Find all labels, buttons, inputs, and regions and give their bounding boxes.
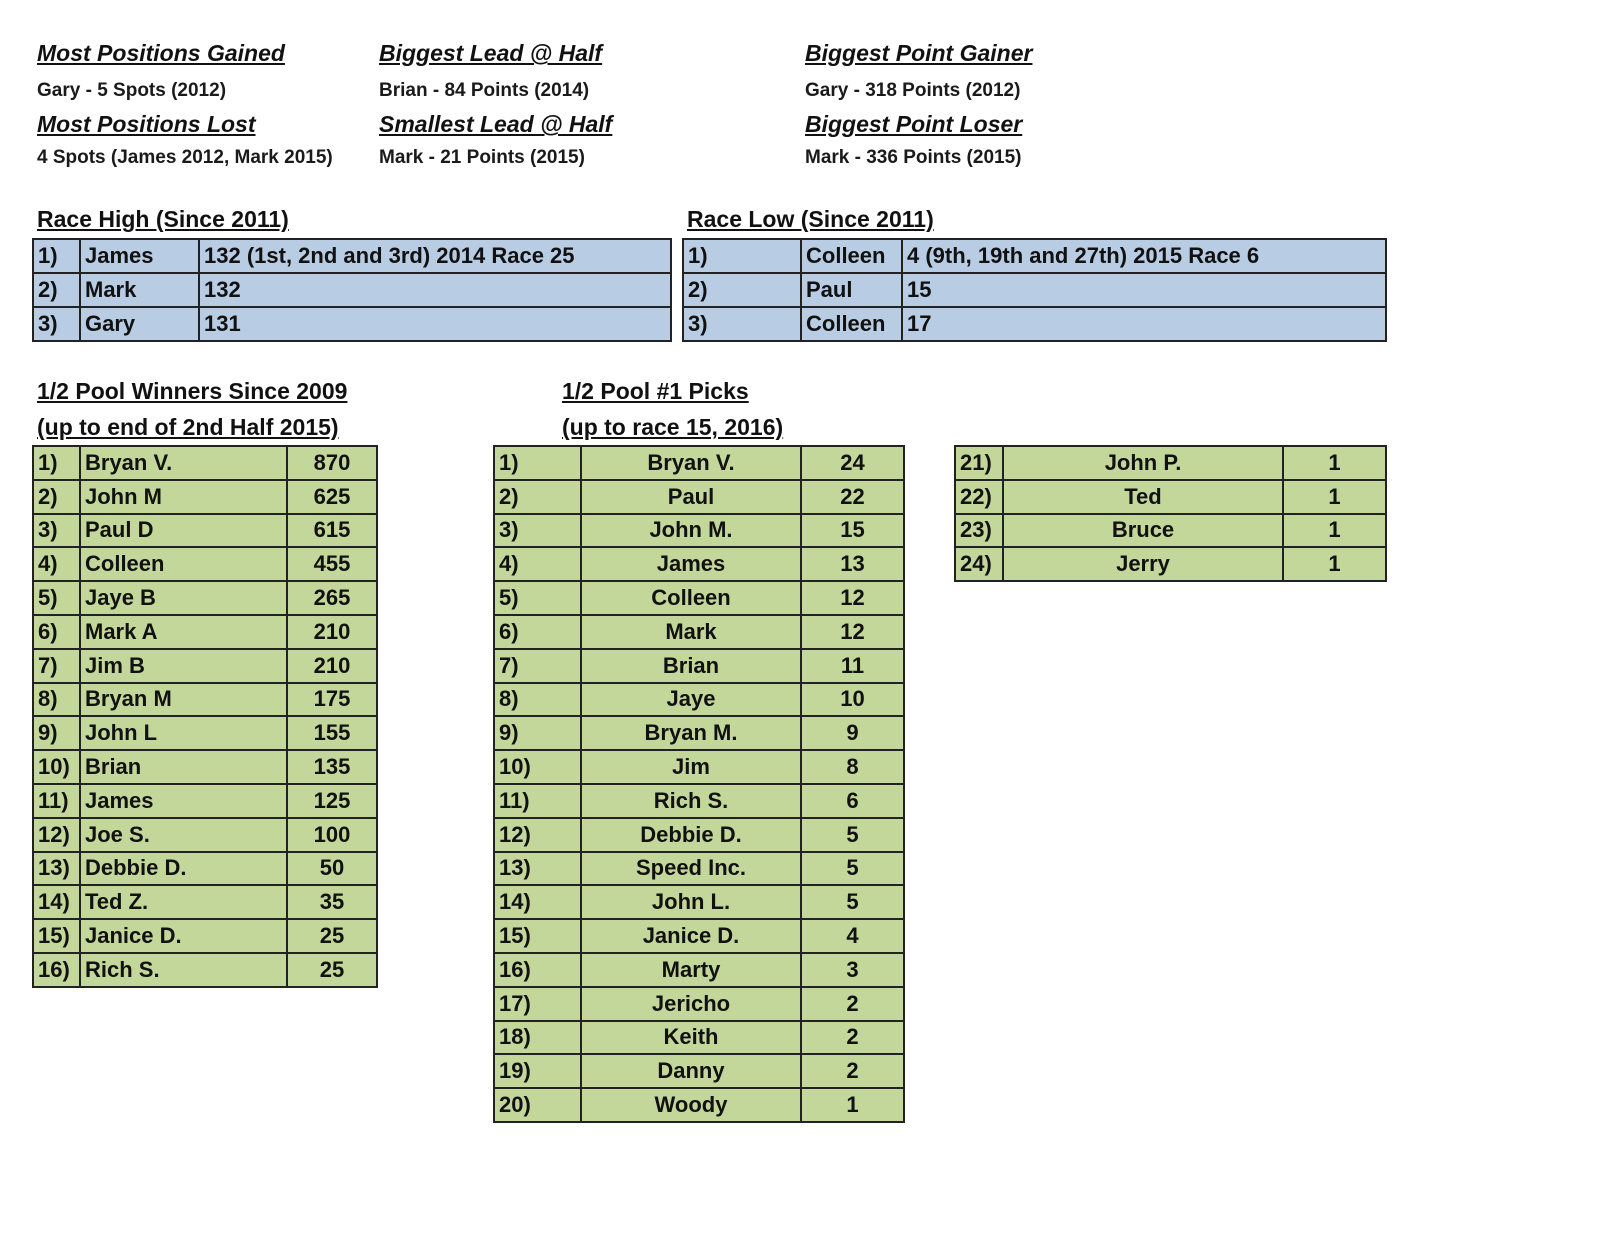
table-row: [494, 514, 904, 548]
name-cell: Woody: [581, 1088, 801, 1122]
table-row: [494, 852, 904, 886]
pool-picks-subtitle: (up to race 15, 2016): [562, 414, 784, 440]
rank-cell: 3): [683, 307, 801, 341]
table-row: [955, 547, 1386, 581]
value-cell: 35: [287, 885, 377, 919]
name-cell: Jaye: [581, 683, 801, 717]
rank-cell: 24): [955, 547, 1003, 581]
name-cell: John L.: [581, 885, 801, 919]
name-cell: John M.: [581, 514, 801, 548]
pool-winners-subtitle: (up to end of 2nd Half 2015): [37, 414, 339, 440]
table-row: [33, 852, 377, 886]
table-row: [33, 885, 377, 919]
rank-cell: 2): [33, 273, 80, 307]
rank-cell: 3): [33, 514, 80, 548]
name-cell: Paul: [801, 273, 902, 307]
rank-cell: 5): [494, 581, 581, 615]
table-row: [494, 581, 904, 615]
rank-cell: 9): [33, 716, 80, 750]
value-cell: 8: [801, 750, 904, 784]
name-cell: Colleen: [801, 239, 902, 273]
rank-cell: 13): [494, 852, 581, 886]
name-cell: Colleen: [80, 547, 287, 581]
value-cell: 4 (9th, 19th and 27th) 2015 Race 6: [902, 239, 1386, 273]
rank-cell: 15): [494, 919, 581, 953]
rank-cell: 9): [494, 716, 581, 750]
table-row: [33, 547, 377, 581]
value-cell: 175: [287, 683, 377, 717]
rank-cell: 19): [494, 1054, 581, 1088]
value-cell: 455: [287, 547, 377, 581]
value-cell: 17: [902, 307, 1386, 341]
table-row: [494, 953, 904, 987]
value-cell: 25: [287, 919, 377, 953]
value-cell: 15: [801, 514, 904, 548]
value-cell: 210: [287, 649, 377, 683]
value-cell: 100: [287, 818, 377, 852]
name-cell: Jerry: [1003, 547, 1283, 581]
value-cell: 132: [199, 273, 671, 307]
value-cell: 9: [801, 716, 904, 750]
most-positions-lost-value: 4 Spots (James 2012, Mark 2015): [37, 147, 333, 168]
table-row: [33, 716, 377, 750]
most-positions-lost-heading: Most Positions Lost: [37, 111, 256, 137]
name-cell: James: [80, 239, 199, 273]
value-cell: 5: [801, 885, 904, 919]
table-row: [955, 514, 1386, 548]
pool-picks-table: [493, 445, 905, 1123]
name-cell: Janice D.: [80, 919, 287, 953]
name-cell: Mark: [80, 273, 199, 307]
biggest-lead-half-value: Brian - 84 Points (2014): [379, 80, 590, 101]
table-row: [33, 581, 377, 615]
rank-cell: 2): [33, 480, 80, 514]
name-cell: Janice D.: [581, 919, 801, 953]
table-row: [494, 1021, 904, 1055]
table-row: [33, 273, 671, 307]
rank-cell: 12): [494, 818, 581, 852]
table-row: [494, 1088, 904, 1122]
value-cell: 2: [801, 1054, 904, 1088]
rank-cell: 8): [33, 683, 80, 717]
rank-cell: 10): [494, 750, 581, 784]
value-cell: 22: [801, 480, 904, 514]
rank-cell: 6): [494, 615, 581, 649]
name-cell: John P.: [1003, 446, 1283, 480]
value-cell: 625: [287, 480, 377, 514]
value-cell: 2: [801, 1021, 904, 1055]
value-cell: 5: [801, 818, 904, 852]
name-cell: John M: [80, 480, 287, 514]
table-row: [33, 953, 377, 987]
smallest-lead-half-heading: Smallest Lead @ Half: [379, 111, 613, 137]
table-row: [494, 716, 904, 750]
rank-cell: 18): [494, 1021, 581, 1055]
name-cell: Mark: [581, 615, 801, 649]
rank-cell: 1): [33, 446, 80, 480]
name-cell: Jaye B: [80, 581, 287, 615]
biggest-point-gainer-heading: Biggest Point Gainer: [805, 40, 1033, 66]
name-cell: Gary: [80, 307, 199, 341]
table-row: [33, 514, 377, 548]
rank-cell: 2): [494, 480, 581, 514]
value-cell: 135: [287, 750, 377, 784]
rank-cell: 11): [33, 784, 80, 818]
name-cell: Colleen: [801, 307, 902, 341]
biggest-point-loser-value: Mark - 336 Points (2015): [805, 147, 1022, 168]
name-cell: Bryan V.: [80, 446, 287, 480]
table-row: [494, 547, 904, 581]
value-cell: 25: [287, 953, 377, 987]
table-row: [683, 307, 1386, 341]
rank-cell: 10): [33, 750, 80, 784]
biggest-point-loser-heading: Biggest Point Loser: [805, 111, 1023, 137]
name-cell: Bryan M.: [581, 716, 801, 750]
table-row: [494, 683, 904, 717]
biggest-lead-half-heading: Biggest Lead @ Half: [379, 40, 603, 66]
name-cell: Keith: [581, 1021, 801, 1055]
table-row: [33, 919, 377, 953]
table-row: [494, 446, 904, 480]
name-cell: Paul: [581, 480, 801, 514]
race-high-title: Race High (Since 2011): [37, 206, 289, 232]
rank-cell: 2): [683, 273, 801, 307]
name-cell: Colleen: [581, 581, 801, 615]
table-row: [955, 480, 1386, 514]
rank-cell: 1): [494, 446, 581, 480]
value-cell: 125: [287, 784, 377, 818]
rank-cell: 3): [33, 307, 80, 341]
smallest-lead-half-value: Mark - 21 Points (2015): [379, 147, 585, 168]
table-row: [33, 818, 377, 852]
biggest-point-gainer-value: Gary - 318 Points (2012): [805, 80, 1021, 101]
name-cell: James: [581, 547, 801, 581]
table-row: [33, 480, 377, 514]
name-cell: Speed Inc.: [581, 852, 801, 886]
table-row: [494, 784, 904, 818]
rank-cell: 7): [494, 649, 581, 683]
table-row: [494, 750, 904, 784]
rank-cell: 4): [494, 547, 581, 581]
value-cell: 5: [801, 852, 904, 886]
rank-cell: 16): [494, 953, 581, 987]
table-row: [33, 750, 377, 784]
value-cell: 13: [801, 547, 904, 581]
value-cell: 1: [1283, 547, 1386, 581]
rank-cell: 21): [955, 446, 1003, 480]
table-row: [494, 919, 904, 953]
rank-cell: 22): [955, 480, 1003, 514]
rank-cell: 17): [494, 987, 581, 1021]
rank-cell: 11): [494, 784, 581, 818]
pool-picks-table-continued: [954, 445, 1387, 582]
value-cell: 2: [801, 987, 904, 1021]
rank-cell: 1): [33, 239, 80, 273]
table-row: [494, 987, 904, 1021]
value-cell: 3: [801, 953, 904, 987]
value-cell: 155: [287, 716, 377, 750]
table-row: [33, 649, 377, 683]
rank-cell: 20): [494, 1088, 581, 1122]
name-cell: James: [80, 784, 287, 818]
rank-cell: 6): [33, 615, 80, 649]
name-cell: Rich S.: [80, 953, 287, 987]
table-row: [33, 446, 377, 480]
rank-cell: 5): [33, 581, 80, 615]
table-row: [494, 480, 904, 514]
most-positions-gained-value: Gary - 5 Spots (2012): [37, 80, 227, 101]
name-cell: Bruce: [1003, 514, 1283, 548]
name-cell: Bryan M: [80, 683, 287, 717]
name-cell: Marty: [581, 953, 801, 987]
name-cell: Brian: [80, 750, 287, 784]
value-cell: 132 (1st, 2nd and 3rd) 2014 Race 25: [199, 239, 671, 273]
name-cell: Joe S.: [80, 818, 287, 852]
name-cell: John L: [80, 716, 287, 750]
table-row: [33, 615, 377, 649]
table-row: [33, 307, 671, 341]
name-cell: Brian: [581, 649, 801, 683]
rank-cell: 3): [494, 514, 581, 548]
name-cell: Paul D: [80, 514, 287, 548]
table-row: [33, 683, 377, 717]
value-cell: 265: [287, 581, 377, 615]
table-row: [33, 784, 377, 818]
value-cell: 1: [1283, 514, 1386, 548]
pool-picks-title: 1/2 Pool #1 Picks: [562, 378, 749, 404]
name-cell: Jim B: [80, 649, 287, 683]
rank-cell: 23): [955, 514, 1003, 548]
name-cell: Bryan V.: [581, 446, 801, 480]
value-cell: 12: [801, 615, 904, 649]
table-row: [955, 446, 1386, 480]
rank-cell: 14): [33, 885, 80, 919]
table-row: [494, 885, 904, 919]
name-cell: Ted Z.: [80, 885, 287, 919]
race-low-table: [682, 238, 1387, 342]
value-cell: 870: [287, 446, 377, 480]
table-row: [33, 239, 671, 273]
rank-cell: 13): [33, 852, 80, 886]
name-cell: Rich S.: [581, 784, 801, 818]
name-cell: Danny: [581, 1054, 801, 1088]
name-cell: Jericho: [581, 987, 801, 1021]
rank-cell: 12): [33, 818, 80, 852]
value-cell: 615: [287, 514, 377, 548]
rank-cell: 7): [33, 649, 80, 683]
rank-cell: 14): [494, 885, 581, 919]
rank-cell: 8): [494, 683, 581, 717]
value-cell: 1: [1283, 446, 1386, 480]
value-cell: 131: [199, 307, 671, 341]
table-row: [494, 615, 904, 649]
name-cell: Debbie D.: [80, 852, 287, 886]
value-cell: 210: [287, 615, 377, 649]
race-low-title: Race Low (Since 2011): [687, 206, 934, 232]
table-row: [494, 649, 904, 683]
rank-cell: 4): [33, 547, 80, 581]
table-row: [494, 818, 904, 852]
value-cell: 4: [801, 919, 904, 953]
rank-cell: 16): [33, 953, 80, 987]
table-row: [683, 273, 1386, 307]
value-cell: 50: [287, 852, 377, 886]
value-cell: 15: [902, 273, 1386, 307]
value-cell: 12: [801, 581, 904, 615]
name-cell: Debbie D.: [581, 818, 801, 852]
pool-winners-table: [32, 445, 378, 988]
rank-cell: 1): [683, 239, 801, 273]
value-cell: 24: [801, 446, 904, 480]
value-cell: 1: [801, 1088, 904, 1122]
value-cell: 1: [1283, 480, 1386, 514]
race-high-table: [32, 238, 672, 342]
name-cell: Ted: [1003, 480, 1283, 514]
name-cell: Mark A: [80, 615, 287, 649]
name-cell: Jim: [581, 750, 801, 784]
value-cell: 6: [801, 784, 904, 818]
value-cell: 11: [801, 649, 904, 683]
table-row: [683, 239, 1386, 273]
most-positions-gained-heading: Most Positions Gained: [37, 40, 285, 66]
table-row: [494, 1054, 904, 1088]
pool-winners-title: 1/2 Pool Winners Since 2009: [37, 378, 348, 404]
rank-cell: 15): [33, 919, 80, 953]
value-cell: 10: [801, 683, 904, 717]
